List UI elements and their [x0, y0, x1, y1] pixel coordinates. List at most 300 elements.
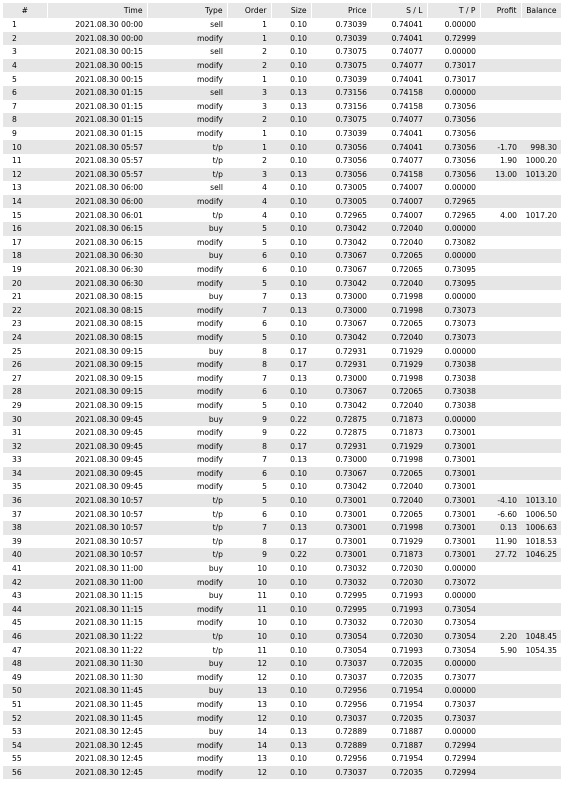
size-cell: 0.10	[290, 754, 307, 764]
profit-cell	[480, 249, 521, 263]
take-profit-cell: 0.00000	[444, 346, 476, 356]
order-cell: 11	[227, 603, 271, 617]
row-number-cell: 29	[12, 400, 22, 410]
take-profit-cell: 0.73001	[427, 467, 480, 481]
price-cell: 0.73156	[311, 86, 371, 100]
size-cell: 0.13	[290, 455, 307, 465]
time-cell: 2021.08.30 09:15	[75, 400, 143, 410]
order-cell: 5	[227, 222, 271, 236]
row-number-cell: 22	[3, 303, 47, 317]
table-row[interactable]	[3, 385, 561, 399]
time-cell: 2021.08.30 00:00	[75, 20, 143, 30]
table-row[interactable]	[3, 752, 561, 766]
row-number-cell: 23	[12, 319, 22, 329]
stop-loss-cell: 0.71993	[391, 645, 423, 655]
time-cell: 2021.08.30 06:30	[75, 264, 143, 274]
profit-cell	[480, 113, 521, 127]
table-row[interactable]	[3, 276, 561, 290]
table-row[interactable]	[3, 725, 561, 739]
table-row[interactable]	[3, 140, 561, 154]
type-cell: modify	[196, 699, 223, 709]
size-cell: 0.10	[271, 276, 311, 290]
time-cell: 2021.08.30 11:45	[47, 684, 147, 698]
profit-cell	[480, 290, 521, 304]
column-header-profit[interactable]: Profit	[480, 3, 521, 18]
type-cell: t/p	[212, 509, 223, 519]
table-row[interactable]	[3, 535, 561, 549]
order-cell: 11	[257, 591, 267, 601]
take-profit-cell: 0.00000	[427, 222, 480, 236]
profit-cell	[480, 453, 521, 467]
type-cell: modify	[147, 711, 227, 725]
order-cell: 13	[227, 684, 271, 698]
balance-cell	[521, 480, 561, 494]
stop-loss-cell: 0.72040	[391, 482, 423, 492]
stop-loss-cell: 0.71929	[391, 346, 423, 356]
price-cell: 0.73042	[311, 222, 371, 236]
table-row[interactable]	[3, 439, 561, 453]
order-cell: 6	[262, 319, 267, 329]
table-row[interactable]	[3, 603, 561, 617]
order-cell: 12	[227, 766, 271, 780]
time-cell: 2021.08.30 00:15	[75, 74, 143, 84]
table-row[interactable]	[3, 263, 561, 277]
take-profit-cell: 0.00000	[444, 47, 476, 57]
profit-cell	[480, 195, 521, 209]
profit-cell	[480, 698, 521, 712]
size-cell: 0.10	[290, 156, 307, 166]
balance-cell	[521, 249, 561, 263]
stop-loss-cell: 0.72065	[371, 467, 427, 481]
profit-cell: 4.00	[500, 210, 517, 220]
time-cell: 2021.08.30 11:45	[47, 711, 147, 725]
type-cell: modify	[196, 455, 223, 465]
type-cell: modify	[147, 358, 227, 372]
take-profit-cell: 0.73056	[427, 140, 480, 154]
table-row[interactable]	[3, 494, 561, 508]
type-cell: modify	[196, 373, 223, 383]
order-cell: 13	[257, 754, 267, 764]
stop-loss-cell: 0.71998	[391, 455, 423, 465]
table-row[interactable]	[3, 32, 561, 46]
type-cell: modify	[196, 74, 223, 84]
table-row[interactable]	[3, 507, 561, 521]
table-row[interactable]	[3, 521, 561, 535]
stop-loss-cell: 0.71954	[371, 684, 427, 698]
size-cell: 0.10	[290, 482, 307, 492]
price-cell: 0.73039	[311, 32, 371, 46]
stop-loss-cell: 0.72035	[371, 711, 427, 725]
table-row[interactable]	[3, 766, 561, 780]
table-row[interactable]	[3, 711, 561, 725]
take-profit-cell: 0.72965	[444, 210, 476, 220]
price-cell: 0.73000	[335, 373, 367, 383]
stop-loss-cell: 0.74041	[391, 74, 423, 84]
balance-cell	[521, 72, 561, 86]
size-cell: 0.17	[271, 358, 311, 372]
table-row[interactable]	[3, 575, 561, 589]
stop-loss-cell: 0.72040	[371, 331, 427, 345]
profit-cell	[480, 385, 521, 399]
type-cell: t/p	[147, 521, 227, 535]
table-row[interactable]	[3, 18, 561, 32]
stop-loss-cell: 0.72065	[371, 249, 427, 263]
table-row[interactable]	[3, 290, 561, 304]
table-row[interactable]	[3, 154, 561, 168]
balance-cell	[521, 331, 561, 345]
type-cell: buy	[147, 412, 227, 426]
column-header-type[interactable]: Type	[147, 3, 227, 18]
time-cell: 2021.08.30 10:57	[75, 536, 143, 546]
size-cell: 0.10	[290, 264, 307, 274]
take-profit-cell: 0.73001	[427, 439, 480, 453]
take-profit-cell: 0.72994	[427, 738, 480, 752]
table-row[interactable]	[3, 249, 561, 263]
type-cell: t/p	[212, 536, 223, 546]
time-cell: 2021.08.30 11:22	[47, 630, 147, 644]
balance-cell	[521, 399, 561, 413]
price-cell: 0.73037	[311, 711, 371, 725]
column-header-number[interactable]: #	[3, 3, 47, 18]
row-number-cell: 48	[3, 657, 47, 671]
price-cell: 0.73039	[335, 129, 367, 139]
table-row[interactable]	[3, 453, 561, 467]
take-profit-cell: 0.00000	[427, 412, 480, 426]
table-row[interactable]	[3, 399, 561, 413]
take-profit-cell: 0.73095	[427, 276, 480, 290]
price-cell: 0.72875	[335, 428, 367, 438]
profit-cell	[480, 562, 521, 576]
take-profit-cell: 0.73001	[444, 455, 476, 465]
column-header-size[interactable]: Size	[271, 3, 311, 18]
column-header-take-profit[interactable]: T / P	[427, 3, 480, 18]
time-cell: 2021.08.30 11:00	[47, 575, 147, 589]
price-cell: 0.73032	[335, 564, 367, 574]
take-profit-cell: 0.00000	[444, 292, 476, 302]
table-row[interactable]	[3, 181, 561, 195]
size-cell: 0.13	[290, 727, 307, 737]
balance-cell: 1018.53	[525, 536, 557, 546]
balance-cell	[521, 412, 561, 426]
price-cell: 0.73005	[335, 183, 367, 193]
take-profit-cell: 0.73001	[427, 494, 480, 508]
order-cell: 9	[227, 548, 271, 562]
order-cell: 1	[262, 74, 267, 84]
price-cell: 0.73042	[335, 482, 367, 492]
time-cell: 2021.08.30 09:45	[75, 428, 143, 438]
table-row[interactable]	[3, 698, 561, 712]
profit-cell: 11.90	[495, 536, 517, 546]
take-profit-cell: 0.73082	[444, 237, 476, 247]
stop-loss-cell: 0.71998	[391, 292, 423, 302]
order-cell: 9	[262, 428, 267, 438]
profit-cell	[480, 480, 521, 494]
type-cell: modify	[147, 738, 227, 752]
balance-cell	[521, 725, 561, 739]
balance-cell	[521, 100, 561, 114]
type-cell: modify	[147, 32, 227, 46]
stop-loss-cell: 0.72040	[371, 222, 427, 236]
price-cell: 0.73037	[335, 672, 367, 682]
balance-cell	[521, 45, 561, 59]
table-row[interactable]	[3, 222, 561, 236]
table-row[interactable]	[3, 208, 561, 222]
stop-loss-cell: 0.71873	[371, 412, 427, 426]
profit-cell	[480, 752, 521, 766]
time-cell: 2021.08.30 09:45	[47, 467, 147, 481]
stop-loss-cell: 0.71929	[371, 358, 427, 372]
row-number-cell: 5	[12, 74, 17, 84]
type-cell: modify	[196, 754, 223, 764]
price-cell: 0.73000	[311, 303, 371, 317]
row-number-cell: 43	[12, 591, 22, 601]
stop-loss-cell: 0.71873	[371, 548, 427, 562]
take-profit-cell: 0.73001	[444, 536, 476, 546]
balance-cell: 1046.25	[521, 548, 561, 562]
table-row[interactable]	[3, 72, 561, 86]
profit-cell	[480, 616, 521, 630]
table-row[interactable]	[3, 467, 561, 481]
order-cell: 13	[257, 699, 267, 709]
size-cell: 0.10	[271, 222, 311, 236]
time-cell: 2021.08.30 12:45	[75, 727, 143, 737]
take-profit-cell: 0.72994	[427, 766, 480, 780]
balance-cell	[521, 317, 561, 331]
table-row[interactable]	[3, 236, 561, 250]
price-cell: 0.73001	[311, 548, 371, 562]
stop-loss-cell: 0.74041	[391, 129, 423, 139]
time-cell: 2021.08.30 01:15	[75, 129, 143, 139]
table-row[interactable]	[3, 480, 561, 494]
balance-cell	[521, 575, 561, 589]
row-number-cell: 3	[12, 47, 17, 57]
column-header-order[interactable]: Order	[227, 3, 271, 18]
size-cell: 0.13	[271, 521, 311, 535]
size-cell: 0.13	[271, 86, 311, 100]
time-cell: 2021.08.30 12:45	[75, 754, 143, 764]
table-row[interactable]	[3, 331, 561, 345]
order-cell: 8	[227, 358, 271, 372]
row-number-cell: 14	[3, 195, 47, 209]
type-cell: sell	[210, 183, 223, 193]
row-number-cell: 28	[3, 385, 47, 399]
profit-cell	[480, 263, 521, 277]
table-row[interactable]	[3, 630, 561, 644]
profit-cell	[480, 181, 521, 195]
table-row[interactable]	[3, 59, 561, 73]
order-cell: 8	[262, 536, 267, 546]
price-cell: 0.72889	[335, 727, 367, 737]
column-header-price[interactable]: Price	[311, 3, 371, 18]
row-number-cell: 53	[12, 727, 22, 737]
size-cell: 0.13	[271, 168, 311, 182]
type-cell: buy	[147, 657, 227, 671]
type-cell: sell	[210, 20, 223, 30]
size-cell: 0.10	[271, 331, 311, 345]
price-cell: 0.73056	[311, 168, 371, 182]
price-cell: 0.73032	[311, 575, 371, 589]
row-number-cell: 7	[12, 101, 17, 111]
take-profit-cell: 0.73056	[444, 129, 476, 139]
order-cell: 3	[227, 168, 271, 182]
type-cell: modify	[147, 113, 227, 127]
table-row[interactable]	[3, 548, 561, 562]
row-number-cell: 10	[3, 140, 47, 154]
row-number-cell: 35	[12, 482, 22, 492]
balance-cell	[521, 371, 561, 385]
type-cell: buy	[208, 292, 223, 302]
table-row[interactable]	[3, 371, 561, 385]
stop-loss-cell: 0.71993	[371, 603, 427, 617]
price-cell: 0.73067	[311, 467, 371, 481]
row-number-cell: 45	[12, 618, 22, 628]
order-cell: 11	[257, 645, 267, 655]
column-header-time[interactable]: Time	[47, 3, 147, 18]
table-row[interactable]	[3, 616, 561, 630]
size-cell: 0.10	[290, 645, 307, 655]
order-cell: 6	[227, 385, 271, 399]
table-row[interactable]	[3, 657, 561, 671]
size-cell: 0.10	[271, 249, 311, 263]
balance-cell	[521, 738, 561, 752]
balance-cell	[521, 222, 561, 236]
time-cell: 2021.08.30 06:00	[47, 195, 147, 209]
table-row[interactable]	[3, 643, 561, 657]
price-cell: 0.73067	[335, 264, 367, 274]
balance-cell	[521, 303, 561, 317]
order-cell: 2	[262, 47, 267, 57]
column-header-stop-loss[interactable]: S / L	[371, 3, 427, 18]
table-row[interactable]	[3, 303, 561, 317]
price-cell: 0.73032	[335, 618, 367, 628]
table-body	[3, 18, 561, 779]
table-row[interactable]	[3, 562, 561, 576]
type-cell: sell	[210, 47, 223, 57]
time-cell: 2021.08.30 09:15	[75, 373, 143, 383]
row-number-cell: 24	[3, 331, 47, 345]
row-number-cell: 56	[3, 766, 47, 780]
profit-cell	[480, 657, 521, 671]
type-cell: modify	[147, 385, 227, 399]
table-row[interactable]	[3, 738, 561, 752]
column-header-balance[interactable]: Balance	[521, 3, 561, 18]
table-row[interactable]	[3, 45, 561, 59]
size-cell: 0.10	[290, 237, 307, 247]
take-profit-cell: 0.73038	[427, 385, 480, 399]
price-cell: 0.72931	[311, 439, 371, 453]
row-number-cell: 41	[12, 564, 22, 574]
balance-cell: 998.30	[521, 140, 561, 154]
profit-cell	[480, 412, 521, 426]
order-cell: 7	[262, 455, 267, 465]
price-cell: 0.72965	[335, 210, 367, 220]
table-row[interactable]	[3, 317, 561, 331]
table-row[interactable]	[3, 589, 561, 603]
price-cell: 0.73075	[311, 59, 371, 73]
balance-cell	[521, 562, 561, 576]
profit-cell	[480, 575, 521, 589]
profit-cell: -6.60	[497, 509, 517, 519]
table-row[interactable]	[3, 671, 561, 685]
type-cell: modify	[147, 439, 227, 453]
profit-cell	[480, 399, 521, 413]
size-cell: 0.22	[271, 412, 311, 426]
type-cell: modify	[196, 482, 223, 492]
table-row[interactable]	[3, 100, 561, 114]
price-cell: 0.72956	[311, 684, 371, 698]
type-cell: modify	[196, 618, 223, 628]
table-row[interactable]	[3, 168, 561, 182]
profit-cell: 1.90	[500, 156, 517, 166]
balance-cell	[521, 344, 561, 358]
size-cell: 0.13	[290, 373, 307, 383]
stop-loss-cell: 0.71887	[371, 738, 427, 752]
table-row[interactable]	[3, 412, 561, 426]
row-number-cell: 50	[3, 684, 47, 698]
price-cell: 0.73156	[335, 101, 367, 111]
size-cell: 0.10	[271, 657, 311, 671]
order-cell: 5	[262, 482, 267, 492]
row-number-cell: 52	[3, 711, 47, 725]
balance-cell	[521, 113, 561, 127]
order-cell: 7	[262, 292, 267, 302]
stop-loss-cell: 0.74007	[371, 195, 427, 209]
stop-loss-cell: 0.72035	[371, 657, 427, 671]
stop-loss-cell: 0.74158	[391, 101, 423, 111]
type-cell: modify	[147, 59, 227, 73]
table-row[interactable]	[3, 358, 561, 372]
type-cell: t/p	[147, 630, 227, 644]
table-row[interactable]	[3, 86, 561, 100]
balance-cell	[521, 711, 561, 725]
time-cell: 2021.08.30 06:00	[75, 183, 143, 193]
time-cell: 2021.08.30 10:57	[47, 548, 147, 562]
row-number-cell: 4	[3, 59, 47, 73]
stop-loss-cell: 0.74007	[391, 183, 423, 193]
row-number-cell: 37	[12, 509, 22, 519]
profit-cell	[480, 18, 521, 32]
type-cell: t/p	[212, 156, 223, 166]
profit-cell	[480, 127, 521, 141]
take-profit-cell: 0.73038	[444, 400, 476, 410]
table-row[interactable]	[3, 426, 561, 440]
stop-loss-cell: 0.72040	[391, 400, 423, 410]
row-number-cell: 26	[3, 358, 47, 372]
stop-loss-cell: 0.72065	[391, 319, 423, 329]
order-cell: 5	[227, 494, 271, 508]
type-cell: modify	[196, 428, 223, 438]
time-cell: 2021.08.30 12:45	[47, 766, 147, 780]
take-profit-cell: 0.00000	[427, 684, 480, 698]
table-row[interactable]	[3, 195, 561, 209]
order-cell: 5	[262, 237, 267, 247]
balance-cell: 1006.50	[525, 509, 557, 519]
row-number-cell: 39	[12, 536, 22, 546]
table-row[interactable]	[3, 113, 561, 127]
table-row[interactable]	[3, 344, 561, 358]
type-cell: modify	[147, 303, 227, 317]
table-row[interactable]	[3, 127, 561, 141]
profit-cell	[480, 439, 521, 453]
time-cell: 2021.08.30 11:30	[47, 657, 147, 671]
table-row[interactable]	[3, 684, 561, 698]
profit-cell: 13.00	[480, 168, 521, 182]
row-number-cell: 19	[12, 264, 22, 274]
order-cell: 9	[227, 412, 271, 426]
order-cell: 12	[257, 672, 267, 682]
profit-cell: 27.72	[480, 548, 521, 562]
size-cell: 0.10	[290, 699, 307, 709]
